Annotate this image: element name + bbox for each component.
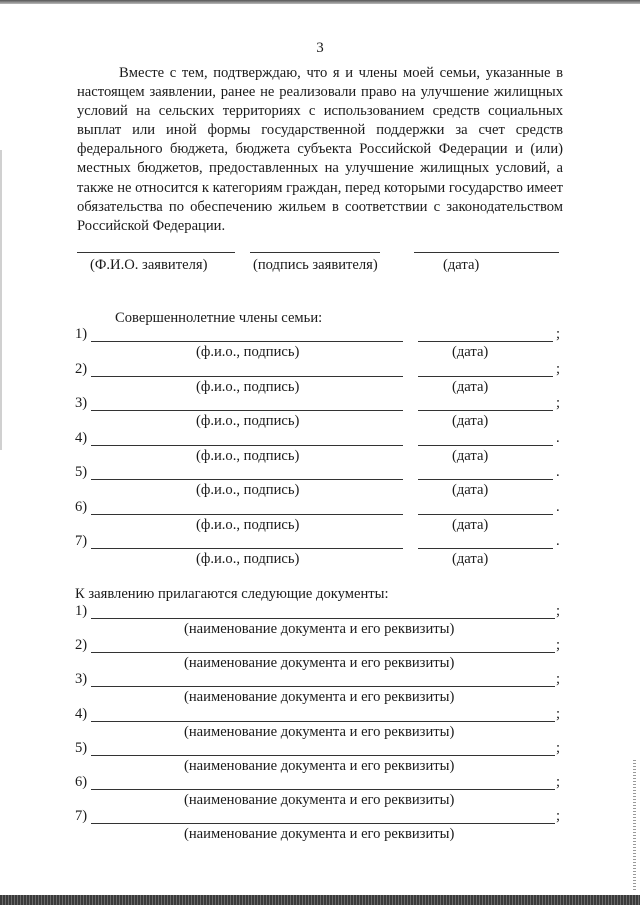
family-member-name-line[interactable]	[91, 514, 403, 515]
document-name-label: (наименование документа и его реквизиты)	[184, 792, 455, 808]
document-number: 7)	[75, 808, 88, 825]
document-name-label: (наименование документа и его реквизиты)	[184, 689, 455, 706]
applicant-signature-label: (подпись заявителя)	[253, 257, 378, 273]
family-member-date-label: (дата)	[452, 516, 489, 533]
family-member-date-line[interactable]	[418, 410, 553, 411]
document-row	[75, 637, 565, 655]
family-member-date-line[interactable]	[418, 376, 553, 377]
document-row-end: ;	[556, 603, 561, 619]
family-member-number: 3)	[75, 395, 88, 411]
family-member-name-label: (ф.и.о., подпись)	[196, 413, 300, 429]
document-row	[75, 706, 565, 724]
family-member-date-line[interactable]	[418, 548, 553, 549]
family-member-date-label: (дата)	[452, 447, 489, 464]
family-member-number: 2)	[75, 360, 88, 377]
applicant-name-line[interactable]	[77, 252, 235, 253]
family-member-date-label: (дата)	[452, 482, 489, 498]
family-member-date-line[interactable]	[418, 445, 553, 446]
family-member-number: 7)	[75, 533, 88, 549]
family-member-row	[75, 326, 565, 344]
scan-edge-left	[0, 150, 2, 450]
document-name-label: (наименование документа и его реквизиты)	[184, 826, 455, 843]
document-name-line[interactable]	[91, 652, 555, 653]
applicant-signature-line[interactable]	[250, 252, 380, 253]
family-member-name-label: (ф.и.о., подпись)	[196, 482, 300, 498]
page-number: 3	[316, 40, 324, 56]
document-row	[75, 603, 565, 621]
family-member-row	[75, 533, 565, 551]
documents-section-title: К заявлению прилагаются следующие документы:	[75, 586, 389, 602]
family-member-number: 6)	[75, 498, 88, 515]
family-member-name-line[interactable]	[91, 410, 403, 411]
family-member-date-label: (дата)	[452, 378, 489, 395]
family-member-name-label: (ф.и.о., подпись)	[196, 447, 300, 464]
document-name-label: (наименование документа и его реквизиты)	[184, 655, 455, 672]
document-row-end: ;	[556, 808, 561, 825]
family-member-date-label: (дата)	[452, 344, 489, 360]
document-name-line[interactable]	[91, 755, 555, 756]
document-row	[75, 774, 565, 792]
document-row-end: ;	[556, 705, 561, 722]
family-member-name-line[interactable]	[91, 376, 403, 377]
document-name-label: (наименование документа и его реквизиты)	[184, 757, 455, 774]
document-number: 6)	[75, 774, 88, 790]
scan-edge-top	[0, 0, 640, 4]
document-number: 4)	[75, 705, 88, 722]
applicant-date-label: (дата)	[443, 257, 480, 273]
family-member-row-end: ;	[556, 395, 561, 411]
family-member-date-line[interactable]	[418, 514, 553, 515]
document-name-line[interactable]	[91, 618, 555, 619]
family-member-row-end: .	[556, 498, 560, 515]
document-row-end: ;	[556, 671, 561, 688]
document-name-label: (наименование документа и его реквизиты)	[184, 621, 455, 637]
document-row	[75, 671, 565, 689]
document-number: 1)	[75, 603, 88, 619]
document-name-line[interactable]	[91, 686, 555, 687]
scan-edge-bottom	[0, 895, 640, 905]
document-number: 2)	[75, 637, 88, 654]
family-member-name-label: (ф.и.о., подпись)	[196, 516, 300, 533]
applicant-date-line[interactable]	[414, 252, 559, 253]
family-member-row	[75, 395, 565, 413]
family-member-number: 4)	[75, 429, 88, 446]
family-member-name-label: (ф.и.о., подпись)	[196, 551, 300, 567]
document-name-line[interactable]	[91, 789, 555, 790]
family-member-date-label: (дата)	[452, 551, 489, 567]
document-row	[75, 740, 565, 758]
document-number: 3)	[75, 671, 88, 688]
family-member-name-label: (ф.и.о., подпись)	[196, 344, 300, 360]
family-member-row-end: ;	[556, 360, 561, 377]
scan-edge-right	[633, 760, 636, 890]
document-row-end: ;	[556, 774, 561, 790]
family-member-name-label: (ф.и.о., подпись)	[196, 378, 300, 395]
family-member-row-end: ;	[556, 326, 561, 342]
document-name-line[interactable]	[91, 823, 555, 824]
document-number: 5)	[75, 739, 88, 756]
family-member-name-line[interactable]	[91, 341, 403, 342]
family-member-number: 5)	[75, 464, 88, 480]
family-member-date-line[interactable]	[418, 341, 553, 342]
family-member-row	[75, 430, 565, 448]
family-member-name-line[interactable]	[91, 479, 403, 480]
family-member-name-line[interactable]	[91, 548, 403, 549]
family-member-row-end: .	[556, 429, 560, 446]
family-member-date-line[interactable]	[418, 479, 553, 480]
document-row-end: ;	[556, 739, 561, 756]
family-member-row	[75, 464, 565, 482]
document-row	[75, 808, 565, 826]
family-member-number: 1)	[75, 326, 88, 342]
family-member-row	[75, 361, 565, 379]
family-member-name-line[interactable]	[91, 445, 403, 446]
family-member-row	[75, 499, 565, 517]
document-name-line[interactable]	[91, 721, 555, 722]
family-section-title: Совершеннолетние члены семьи:	[115, 310, 323, 326]
document-row-end: ;	[556, 637, 561, 654]
document-name-label: (наименование документа и его реквизиты)	[184, 723, 455, 740]
family-member-row-end: .	[556, 533, 560, 549]
declaration-paragraph: Вместе с тем, подтверждаю, что я и члены моей семьи, указанные в настоящем заявлении, ранее не реализовали право на улучшение жилищных условий на сельских территориях с использованием средств социальных выплат или иной формы государственной поддержки за счет средств федерального бюджета, бюджета субъекта Российской Федерации и (или) местных бюджетов, предоставленных на улучшение жилищных условий, а также не относится к категориям граждан, перед которыми государство имеет обязательства по обеспечению жильем в соответствии с законодательством Российской Федерации.	[77, 65, 563, 234]
family-member-date-label: (дата)	[452, 413, 489, 429]
family-member-row-end: .	[556, 464, 560, 480]
applicant-name-label: (Ф.И.О. заявителя)	[90, 257, 208, 273]
